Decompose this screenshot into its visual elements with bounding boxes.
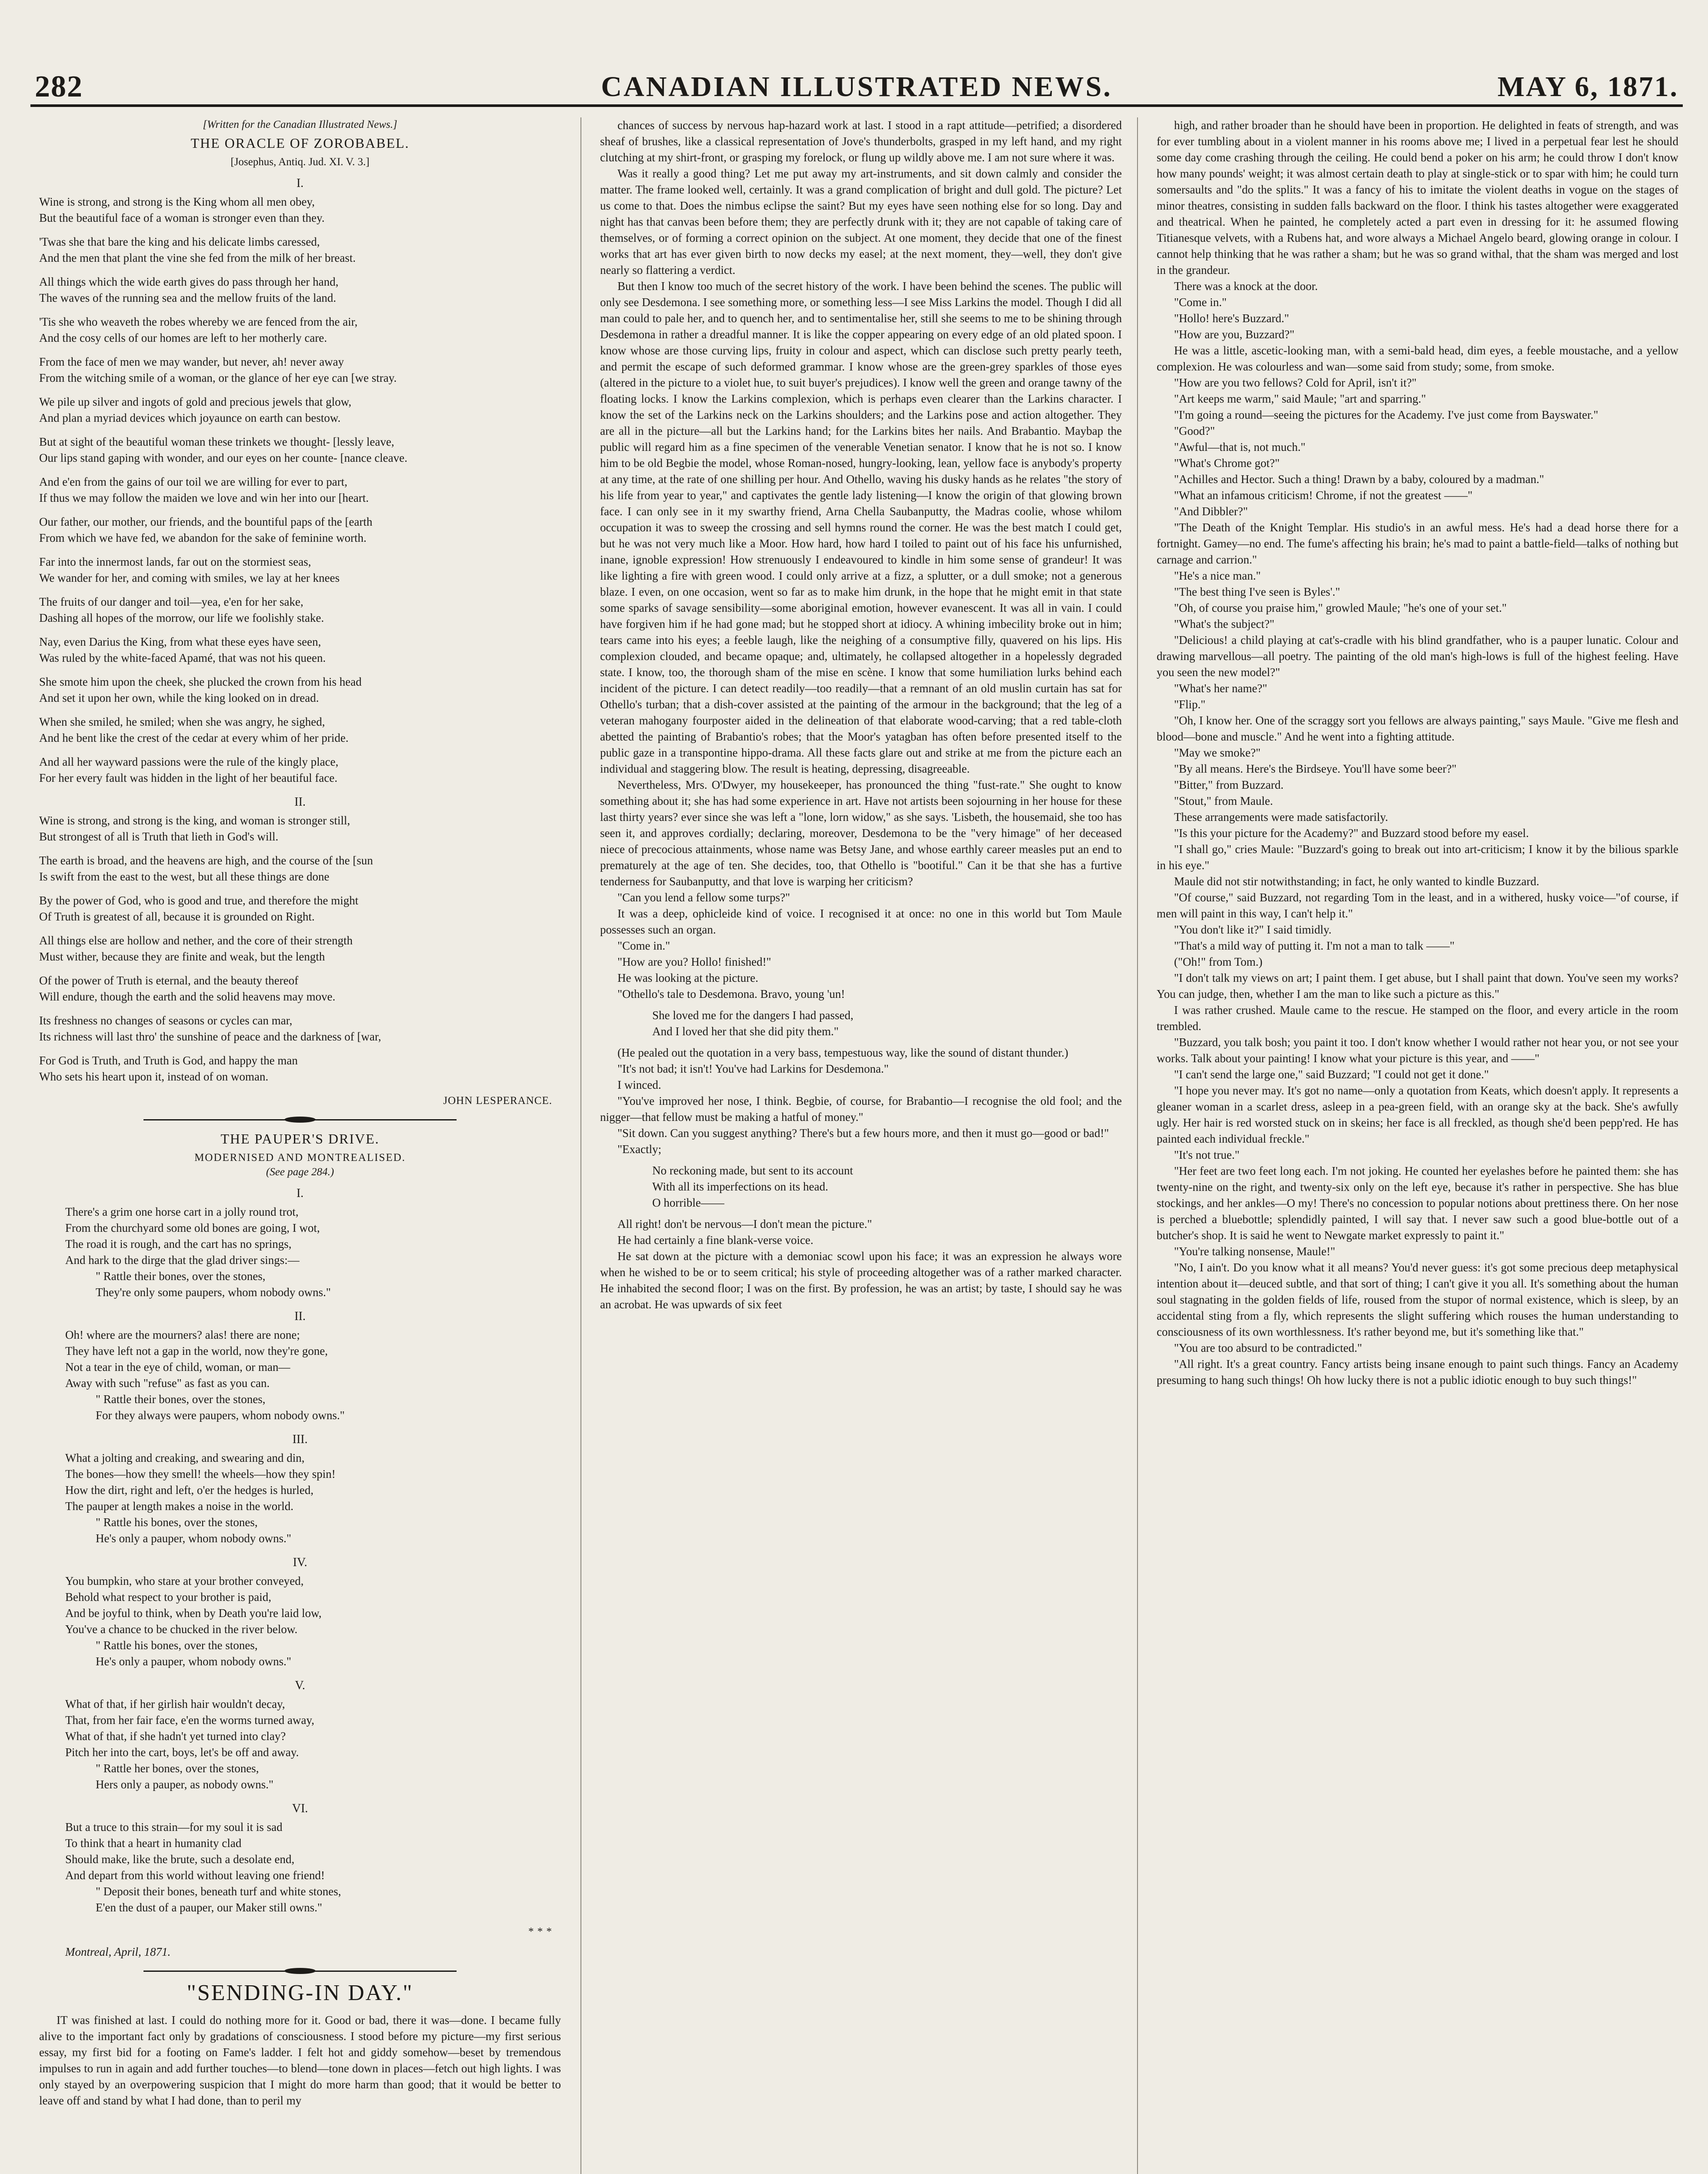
quote-line: No reckoning made, but sent to its account: [652, 1164, 853, 1177]
poem-source: [Josephus, Antiq. Jud. XI. V. 3.]: [230, 156, 370, 168]
poem-signature: JOHN LESPERANCE.: [443, 1095, 552, 1107]
story-paragraph: "That's a mild way of putting it. I'm not a man to talk ——": [1174, 939, 1455, 952]
story-paragraph: I was rather crushed. Maule came to the rescue. He stamped on the floor, and every article in the room trembled.: [1157, 1004, 1678, 1033]
poem-stanza: [39, 754, 561, 786]
poem2-place: Montreal, April, 1871.: [65, 1945, 171, 1958]
column-3: [1157, 117, 1678, 2174]
story-paragraph: "How are you, Buzzard?": [1174, 328, 1294, 341]
poem2-refrain: For they always were paupers, whom nobody owns.": [96, 1409, 345, 1422]
poem-line: But at sight of the beautiful woman these trinkets we thought- [lessly leave,: [39, 435, 394, 448]
story-paragraph: "Her feet are two feet long each. I'm not joking. He counted her eyelashes before he painted them: she has twenty-nine on the right, and twenty-six only on the left eye, because it's rather in perspective. She has blue stockings, and her ankles—O my! There's no concession to popular notions about prettiness there. On her nose is perched a bluebottle; splendidly painted, I will say that. I never saw such a good blue-bottle out of a butcher's shop. It is said he went to Newgate market expressly to paint it.": [1157, 1164, 1678, 1242]
poem-stanza: [39, 853, 561, 885]
story-paragraph: "Achilles and Hector. Such a thing! Drawn by a baby, coloured by a madman.": [1174, 473, 1545, 486]
poem2-stanza: [39, 1696, 561, 1793]
story-paragraph: IT was finished at last. I could do nothing more for it. Good or bad, there it was—done. I became fully alive to the important fact only by gradations of consciousness. I stood before my picture—my first serious essay, my first bid for a footing on Fame's ladder. I felt hot and giddy somehow—beset by tremendous impulses to run in again and add further touches—to blend—tone down in places—fetch out high lights. I was only stayed by an overpowering suspicion that I might do more harm than good; that it would be better to leave off and stand by what I had done, than to peril my: [39, 2014, 561, 2107]
poem2-line: Behold what respect to your brother is paid,: [65, 1590, 271, 1604]
poem-stanza: [39, 554, 561, 586]
story-paragraph: "Is this your picture for the Academy?" and Buzzard stood before my easel.: [1174, 827, 1529, 840]
poem-line: We wander for her, and coming with smiles, we lay at her knees: [39, 571, 340, 584]
poem2-line: But a truce to this strain—for my soul it is sad: [65, 1821, 283, 1834]
story-paragraph: All right! don't be nervous—I don't mean the picture.": [617, 1217, 872, 1230]
poem-line: We pile up silver and ingots of gold and precious jewels that glow,: [39, 395, 352, 408]
poem2-stanza: [39, 1450, 561, 1547]
poem2-line: The pauper at length makes a noise in the world.: [65, 1500, 294, 1513]
poem2-refrain: Hers only a pauper, as nobody owns.": [96, 1778, 274, 1791]
story-paragraph: "Bitter," from Buzzard.: [1174, 778, 1284, 791]
poem-line: All things which the wide earth gives do pass through her hand,: [39, 275, 339, 288]
story-paragraph: "I don't talk my views on art; I paint them. I get abuse, but I shall paint that down. You've seen my works? You can judge, then, whether I am the man to like such a picture as this.": [1157, 971, 1678, 1000]
story-text: [600, 1216, 1122, 1313]
poem2-line: Away with such "refuse" as fast as you can.: [65, 1377, 270, 1390]
story-paragraph: "Of course," said Buzzard, not regarding Tom in the least, and in a withered, husky voice—"of course, if men will paint in this way, I can't help it.": [1157, 891, 1678, 920]
story-paragraph: "Stout," from Maule.: [1174, 794, 1273, 807]
poem2-line: There's a grim one horse cart in a jolly round trot,: [65, 1205, 299, 1218]
story-paragraph: He had certainly a fine blank-verse voice.: [617, 1234, 814, 1247]
poem2-part-numeral: III.: [292, 1433, 308, 1446]
poem-line: And the men that plant the vine she fed from the milk of her breast.: [39, 251, 356, 264]
quote-line: With all its imperfections on its head.: [652, 1180, 828, 1193]
poem-line: From the face of men we may wander, but never, ah! never away: [39, 355, 344, 368]
story-paragraph: "Othello's tale to Desdemona. Bravo, young 'un!: [617, 987, 845, 1000]
poem2-refrain: E'en the dust of a pauper, our Maker still owns.": [96, 1901, 322, 1914]
poem-line: The fruits of our danger and toil—yea, e'en for her sake,: [39, 595, 304, 608]
story-paragraph: "I hope you never may. It's got no name—only a quotation from Keats, which doesn't apply. It represents a gleaner woman in a scarlet dress, asleep in a pea-green field, with an orange sky at the back. She's awfully ugly. Her hair is red worsted stuck on in skeins; her face is all freckled, as though she'd been pepp'red. He has painted each individual freckle.": [1157, 1084, 1678, 1145]
poem-line: Is swift from the east to the west, but all these things are done: [39, 870, 330, 883]
story-paragraph: "It's not true.": [1174, 1148, 1240, 1161]
poem2-stanza: [39, 1204, 561, 1300]
poem2-line: You've a chance to be chucked in the river below.: [65, 1623, 298, 1636]
poem-line: Will endure, though the earth and the solid heavens may move.: [39, 990, 336, 1003]
poem-line: Its freshness no changes of seasons or cycles can mar,: [39, 1014, 293, 1027]
poem-line: The earth is broad, and the heavens are high, and the course of the [sun: [39, 854, 373, 867]
story-paragraph: "How are you two fellows? Cold for April, isn't it?": [1174, 376, 1417, 389]
column-rule: [1137, 117, 1138, 2174]
story-paragraph: "Flip.": [1174, 698, 1206, 711]
poem-stanza: [39, 474, 561, 506]
poem2-title: THE PAUPER'S DRIVE.: [220, 1131, 380, 1147]
poem-line: The waves of the running sea and the mellow fruits of the land.: [39, 291, 337, 304]
poem2-refrain: " Rattle his bones, over the stones,: [96, 1516, 258, 1529]
poem-line: All things else are hollow and nether, and the core of their strength: [39, 934, 353, 947]
story-paragraph: "The Death of the Knight Templar. His studio's in an awful mess. He's had a dead horse there for a fortnight. Gamey—no end. The fume's affecting his brain; he's mad to paint a battle-field—talks of nothing but carnage and carrion.": [1157, 521, 1678, 566]
poem-stanza: [39, 514, 561, 546]
story-paragraph: "It's not bad; it isn't! You've had Larkins for Desdemona.": [617, 1062, 889, 1075]
story-paragraph: "Buzzard, you talk bosh; you paint it too. I don't know whether I would rather not hear you, or not see your works. Talk about your painting! I know what your picture is this year, and ——": [1157, 1036, 1678, 1065]
poem-stanza: [39, 674, 561, 706]
poem2-line: They have left not a gap in the world, now they're gone,: [65, 1344, 328, 1357]
poem-line: By the power of God, who is good and true, and therefore the might: [39, 894, 359, 907]
poem-stanza: [39, 314, 561, 346]
story-paragraph: "Good?": [1174, 424, 1215, 437]
poem-line: 'Twas she that bare the king and his delicate limbs caressed,: [39, 235, 320, 248]
poem2-line: Not a tear in the eye of child, woman, or man—: [65, 1360, 290, 1374]
story-paragraph: ("Oh!" from Tom.): [1174, 955, 1263, 968]
story-paragraph: "I'm going a round—seeing the pictures for the Academy. I've just come from Bayswater.": [1174, 408, 1598, 421]
poem2-see-page: (See page 284.): [266, 1166, 334, 1178]
poem-stanza: [39, 434, 561, 466]
story-paragraph: These arrangements were made satisfactorily.: [1174, 810, 1388, 824]
quote-line: She loved me for the dangers I had passed,: [652, 1009, 854, 1022]
story-text: [39, 2012, 561, 2109]
poem-stanza: [39, 594, 561, 626]
poem-line: And set it upon her own, while the king looked on in dread.: [39, 691, 319, 704]
story-paragraph: "And Dibbler?": [1174, 505, 1248, 518]
poem-line: Must wither, because they are finite and weak, but the length: [39, 950, 325, 963]
story-paragraph: "All right. It's a great country. Fancy artists being insane enough to paint such things. Fancy an Academy presuming to hang such things! Oh how lucky there is not a public idiotic enough to buy such things!": [1157, 1357, 1678, 1387]
poem-stanza: [39, 893, 561, 925]
poem2-stars: * * *: [528, 1926, 552, 1937]
story-paragraph: "He's a nice man.": [1174, 569, 1261, 582]
poem-stanza: [39, 714, 561, 746]
story-paragraph: "Oh, of course you praise him," growled Maule; "he's one of your set.": [1174, 601, 1507, 614]
poem2-part-numeral: V.: [295, 1679, 305, 1692]
poem-line: Wine is strong, and strong is the King whom all men obey,: [39, 195, 315, 208]
poem2-part-numeral: IV.: [293, 1556, 307, 1569]
quote-line: O horrible——: [652, 1196, 724, 1209]
poem-line: If thus we may follow the maiden we love and win her into our [heart.: [39, 491, 369, 504]
poem-line: And the cosy cells of our homes are left to her motherly care.: [39, 331, 327, 344]
story-paragraph: "What's her name?": [1174, 682, 1268, 695]
poem-body: [39, 175, 561, 1085]
poem2-refrain: They're only some paupers, whom nobody owns.": [96, 1286, 331, 1299]
story-paragraph: "Sit down. Can you suggest anything? There's but a few hours more, and then it must go—good or bad!": [617, 1127, 1109, 1140]
poem-line: When she smiled, he smiled; when she was angry, he sighed,: [39, 715, 325, 728]
poem-stanza: [39, 234, 561, 266]
poem2-line: That, from her fair face, e'en the worms turned away,: [65, 1714, 314, 1727]
poem2-body: [39, 1185, 561, 1916]
story-paragraph: "Come in.": [1174, 296, 1227, 309]
poem-line: And e'en from the gains of our toil we are willing for ever to part,: [39, 475, 347, 488]
poem-line: Its richness will last thro' the sunshine of peace and the darkness of [war,: [39, 1030, 381, 1043]
issue-date: MAY 6, 1871.: [1497, 71, 1678, 103]
poem2-line: You bumpkin, who stare at your brother conveyed,: [65, 1574, 304, 1587]
poem2-refrain: He's only a pauper, whom nobody owns.": [96, 1532, 291, 1545]
story-paragraph: "No, I ain't. Do you know what it all means? You'd never guess: it's got some precious deep metaphysical intention about it—deuced subtle, and that sort of thing; I can't give it you all. It's something about the human soul stagnating in the golden fields of life, roused from the stupor of normal existence, which is sleep, by an accidental sting from a fly, which represents the slight suffering which rouses the human understanding to consciousness of its own worthlessness. It's rather beyond me, but it's something like that.": [1157, 1261, 1678, 1338]
story-paragraph: Was it really a good thing? Let me put away my art-instruments, and sit down calmly and consider the matter. The frame looked well, certainly. It was a grand complication of bright and dull gold. The picture? Let us come to that. Does the nimbus eclipse the saint? But my eyes have seen nothing else for so long. Day and night has that canvas been before them; they are perfectly drunk with it; they are not capable of taking care of themselves, or of forming a correct opinion on the subject. At one moment, they decide that one of the finest works that art has ever given birth to now decks my easel; at the next moment, they—well, they don't give nearly so flattering a verdict.: [600, 167, 1122, 277]
story-paragraph: "You are too absurd to be contradicted.": [1174, 1341, 1362, 1354]
story-paragraph: (He pealed out the quotation in a very bass, tempestuous way, like the sound of distant thunder.): [617, 1046, 1068, 1059]
story-title: "SENDING-IN DAY.": [187, 1981, 414, 2005]
poem-line: And he bent like the crest of the cedar at every whim of her pride.: [39, 731, 349, 744]
poem-line: From which we have fed, we abandon for the sake of feminine worth.: [39, 531, 367, 544]
story-paragraph: But then I know too much of the secret history of the work. I have been behind the scenes. The public will only see Desdemona. I see something more, or something less—I see Miss Larkins the model. Though I did all man could to pale her, and to quench her, and to sentimentalise her, still she seems to me to be shining through Desdemona in rather a dreadful manner. It is like the copper appearing on every edge of an old plated spoon. I know whose are those curving lips, fruity in colour and aspect, which can disclose such pretty pearly teeth, and permit the escape of such deformed grammar. I know whose are the green-grey sparkles of those eyes (altered in the picture to a violet hue, to suit buyer's prejudices). I know well the green and orange tawny of the floating locks. I know the Larkins complexion, which is perhaps even clearer than the Larkins character. I know the set of the Larkins neck on the Larkins shoulders; and the Larkins pose and action altogether. They are all in the picture—all but the Larkins hand; for the Larkins bites her nails. And Brabantio. Maybap the public will regard him as a fine specimen of the venerable Venetian senator. I know that he is not so. I know him to be old Begbie the model, whose Roman-nosed, hungry-looking, lean, yellow face is anybody's property at any time, at the rate of one shilling per hour. And Othello, waving his dusky hands as he relates "the story of his life from year to year," and captivates the gentle lady listening—I know the origin of that glowing brown face. I can only see in it my swarthy friend, Arna Chella Saubanputty, the Madras coolie, whose whilom occupation it was to sweep the crossing and sell hymns round the corner. He was the best match I could get, but he was not very much like a Moor. How hard, how hard I toiled to paint out of his face his unfurnished, inane, ignoble expression! How strenuously I endeavoured to kindle in him some sense of grandeur! It was like lighting a fire with green wood. I could only arrive at a fizz, a splutter, or a dull smoke; not a generous blaze. I even, on one occasion, went so far as to make him drunk, in the hope that he might emit in that state some sparks of savage sensibility—some aboriginal emotion, however evanescent. It was all in vain. I could have forgiven him if he had gone mad; but he stopped short at idiocy. A whining imbecility broke out in him; tears came into his eyes; a feeble laugh, like the neighing of a consumptive filly, quavered on his lips. His complexion clouded, and became opaque; and, ultimately, he collapsed altogether in a hopelessly degraded state. I know, too, the thorough sham of the mise en scène. I know that some humiliation lurks behind each incident of the picture. I can detect readily—too readily—that a remnant of an old muslin curtain has sat for Othello's turban; that a dish-cover assisted at the painting of the armour in the background; that the leg of a veteran mahogany fourposter aided in the delineation of that elaborate wood-carving; that a red table-cloth abetted the painting of Brabantio's robes; that the Moor's yatagban has often before presented itself to the public gaze in a transpontine hippo-drama. All these facts glare out and strike at me from the picture each an individual and staggering blow. The result is heating, depressing, disagreeable.: [600, 280, 1122, 775]
poem-line: Far into the innermost lands, far out on the stormiest seas,: [39, 555, 311, 568]
story-paragraph: Nevertheless, Mrs. O'Dwyer, my housekeeper, has pronounced the thing "fust-rate." She ought to know something about it; she has had some experience in art. Have not artists been sojourning in her house for these last thirty years? ever since she was left a "lone, lorn widow," as she says. 'Lisbeth, the housemaid, she too has seen it, and approves cordially; declaring, moreover, Desdemona to be the "very himage" of her deceased niece of precocious attainments, whose name was Betsy Jane, and whose earthly career measles put an end to prematurely at the age of ten. She decides, too, that Othello is "bootiful." Can it be that she has a furtive tenderness for Saubanputty, and that love is warping her criticism?: [600, 778, 1122, 888]
story-paragraph: "Can you lend a fellow some turps?": [617, 891, 790, 904]
story-paragraph: Maule did not stir notwithstanding; in fact, he only wanted to kindle Buzzard.: [1174, 875, 1539, 888]
story-paragraph: "Delicious! a child playing at cat's-cradle with his blind grandfather, who is a pauper lunatic. Colour and drawing marvellous—all poetry. The painting of the old man's high-lows is full of the highest feeling. Have you seen the new model?": [1157, 634, 1678, 679]
story-paragraph: "Hollo! here's Buzzard.": [1174, 312, 1289, 325]
poem2-line: The bones—how they smell! the wheels—how they spin!: [65, 1467, 336, 1480]
poem2-subtitle: MODERNISED AND MONTREALISED.: [194, 1152, 406, 1164]
poem-stanza: [39, 933, 561, 965]
poem-line: 'Tis she who weaveth the robes whereby we are fenced from the air,: [39, 315, 358, 328]
poem-stanza: [39, 634, 561, 666]
column-2: [600, 117, 1122, 2174]
poem2-line: To think that a heart in humanity clad: [65, 1837, 242, 1850]
story-paragraph: "I shall go," cries Maule: "Buzzard's going to break out into art-criticism; I know it by the bilious sparkle in his eye.": [1157, 843, 1678, 872]
story-paragraph: He was looking at the picture.: [617, 971, 758, 984]
story-paragraph: "You've improved her nose, I think. Begbie, of course, for Brabantio—I recognise the old fool; and the nigger—that fellow must be making a hatful of money.": [600, 1094, 1122, 1124]
story-paragraph: "What's the subject?": [1174, 617, 1274, 630]
poem-stanza: [39, 194, 561, 226]
poem-line: For God is Truth, and Truth is God, and happy the man: [39, 1054, 298, 1067]
story-paragraph: "What's Chrome got?": [1174, 457, 1280, 470]
story-paragraph: "What an infamous criticism! Chrome, if not the greatest ——": [1174, 489, 1473, 502]
section-divider: [143, 1971, 457, 1972]
poem-stanza: [39, 1053, 561, 1085]
poem2-refrain: " Rattle her bones, over the stones,: [96, 1762, 259, 1775]
story-paragraph: high, and rather broader than he should have been in proportion. He delighted in feats of strength, and was for ever tumbling about in a violent manner in his rooms above me; I lived in a perpetual fear lest he should some day come crashing through the ceiling. He could bend a poker on his arm; he could throw I don't know how many pounds' weight; it was almost certain death to play at single-stick or to spar with him; he could turn somersaults and "do the splits." It was a fancy of his to imitate the violent deaths in vogue on the stages of minor theatres, consisting in sudden falls backward on the floor. I think his tastes altogether were exaggerated and theatrical. When he painted, he completely acted a part even in dressing for it: he assumed flowing Titianesque velvets, with a Rubens hat, and wore always a Michael Angelo beard, glowing orange in colour. I cannot help thinking that he was rather a sham; but he was so grand withal, that the sham was merged and lost in the grandeur.: [1157, 119, 1678, 277]
poem-line: Was ruled by the white-faced Apamé, that was not his queen.: [39, 651, 326, 664]
poem2-line: Should make, like the brute, such a desolate end,: [65, 1853, 295, 1866]
poem-line: For her every fault was hidden in the light of her beautiful face.: [39, 771, 338, 784]
story-paragraph: There was a knock at the door.: [1174, 280, 1318, 293]
story-paragraph: "Art keeps me warm," said Maule; "art and sparring.": [1174, 392, 1426, 405]
poem-stanza: [39, 274, 561, 306]
poem2-refrain: " Deposit their bones, beneath turf and white stones,: [96, 1885, 341, 1898]
poem2-line: And hark to the dirge that the glad driver sings:—: [65, 1254, 300, 1267]
poem2-refrain: " Rattle his bones, over the stones,: [96, 1639, 258, 1652]
story-quote: [600, 1007, 1122, 1040]
poem2-stanza: [39, 1327, 561, 1424]
poem-line: But strongest of all is Truth that lieth in God's will.: [39, 830, 279, 843]
poem-stanza: [39, 354, 561, 386]
poem-note: [Written for the Canadian Illustrated News.]: [203, 119, 397, 130]
story-paragraph: "By all means. Here's the Birdseye. You'll have some beer?": [1174, 762, 1457, 775]
poem-line: But the beautiful face of a woman is stronger even than they.: [39, 211, 325, 224]
section-divider: [143, 1119, 457, 1120]
story-paragraph: "Oh, I know her. One of the scraggy sort you fellows are always painting," says Maule. "Give me flesh and blood—bone and muscle." And he went into a fighting attitude.: [1157, 714, 1678, 743]
story-paragraph: It was a deep, ophicleide kind of voice. I recognised it at once: no one in this world but Tom Maule possesses such an organ.: [600, 907, 1122, 936]
story-paragraph: "You don't like it?" I said timidly.: [1174, 923, 1332, 936]
poem-line: Of the power of Truth is eternal, and the beauty thereof: [39, 974, 299, 987]
poem-line: Nay, even Darius the King, from what these eyes have seen,: [39, 635, 321, 648]
story-paragraph: chances of success by nervous hap-hazard work at last. I stood in a rapt attitude—petrified; a disordered sheaf of brushes, like a classical representation of Jove's thunderbolts, grasped in my left hand, and my right clutching at my shirt-front, or grasping my forelock, or flung up wildly above me. I am not sure where it was.: [600, 119, 1122, 164]
poem-line: She smote him upon the cheek, she plucked the crown from his head: [39, 675, 362, 688]
poem2-part-numeral: II.: [294, 1310, 306, 1323]
column-rule: [580, 117, 581, 2174]
story-paragraph: "Come in.": [617, 939, 671, 952]
story-paragraph: "You're talking nonsense, Maule!": [1174, 1245, 1335, 1258]
poem-title: THE ORACLE OF ZOROBABEL.: [190, 135, 410, 151]
poem-line: Who sets his heart upon it, instead of on woman.: [39, 1070, 269, 1083]
poem2-line: How the dirt, right and left, o'er the hedges is hurled,: [65, 1484, 314, 1497]
poem-stanza: [39, 1013, 561, 1045]
poem2-line: Pitch her into the cart, boys, let's be off and away.: [65, 1746, 299, 1759]
column-1: [39, 117, 561, 2174]
page-number: 282: [35, 70, 83, 103]
poem-line: And all her wayward passions were the rule of the kingly place,: [39, 755, 339, 768]
poem2-stanza: [39, 1819, 561, 1916]
poem2-line: What of that, if she hadn't yet turned into clay?: [65, 1730, 286, 1743]
poem2-part-numeral: VI.: [292, 1802, 308, 1815]
poem2-refrain: " Rattle their bones, over the stones,: [96, 1270, 266, 1283]
story-text: [600, 117, 1122, 1002]
poem-line: Wine is strong, and strong is the king, and woman is stronger still,: [39, 814, 350, 827]
poem-stanza: [39, 973, 561, 1005]
story-text: [1157, 117, 1678, 1388]
poem-line: Our lips stand gaping with wonder, and our eyes on her counte- [nance cleave.: [39, 451, 407, 464]
story-paragraph: "I can't send the large one," said Buzzard; "I could not get it done.": [1174, 1068, 1489, 1081]
poem-part-numeral: I.: [296, 177, 304, 190]
story-paragraph: "May we smoke?": [1174, 746, 1261, 759]
poem-line: And plan a myriad devices which joyaunce on earth can bestow.: [39, 411, 341, 424]
story-paragraph: He sat down at the picture with a demoniac scowl upon his face; it was an expression he always wore when he wished to be or to seem critical; his style of proceeding altogether was of a rather marked character. He inhabited the second floor; I was on the first. By profession, he was an artist; by taste, I should say he was an acrobat. He was upwards of six feet: [600, 1250, 1122, 1311]
story-paragraph: "How are you? Hollo! finished!": [617, 955, 771, 968]
poem-line: From the witching smile of a woman, or the glance of her eye can [we stray.: [39, 371, 397, 384]
story-quote: [600, 1163, 1122, 1211]
poem2-line: And be joyful to think, when by Death you're laid low,: [65, 1607, 322, 1620]
poem2-part-numeral: I.: [296, 1187, 304, 1200]
poem2-line: From the churchyard some old bones are going, I wot,: [65, 1221, 320, 1234]
quote-line: And I loved her that she did pity them.": [652, 1025, 839, 1038]
poem2-line: The road it is rough, and the cart has no springs,: [65, 1237, 292, 1250]
poem-stanza: [39, 813, 561, 845]
poem-stanza: [39, 394, 561, 426]
story-paragraph: I winced.: [617, 1078, 661, 1091]
story-paragraph: He was a little, ascetic-looking man, with a semi-bald head, dim eyes, a feeble moustache, and a yellow complexion. He was colourless and wan—some said from study; some, from smoke.: [1157, 344, 1678, 373]
poem-part-numeral: II.: [294, 795, 306, 809]
story-paragraph: "Awful—that is, not much.": [1174, 440, 1306, 453]
poem2-line: And depart from this world without leaving one friend!: [65, 1869, 325, 1882]
poem2-refrain: He's only a pauper, whom nobody owns.": [96, 1655, 291, 1668]
poem2-stanza: [39, 1573, 561, 1670]
page-header: [30, 65, 1683, 107]
story-text: [600, 1045, 1122, 1157]
poem-line: Dashing all hopes of the morrow, our life we foolishly stake.: [39, 611, 324, 624]
poem2-line: Oh! where are the mourners? alas! there are none;: [65, 1328, 300, 1341]
poem2-line: What a jolting and creaking, and swearing and din,: [65, 1451, 305, 1464]
poem-line: Our father, our mother, our friends, and the bountiful paps of the [earth: [39, 515, 373, 528]
poem-line: Of Truth is greatest of all, because it is grounded on Right.: [39, 910, 315, 923]
story-paragraph: "Exactly;: [617, 1143, 661, 1156]
story-paragraph: "The best thing I've seen is Byles'.": [1174, 585, 1340, 598]
poem2-line: What of that, if her girlish hair wouldn't decay,: [65, 1697, 285, 1711]
masthead-title: CANADIAN ILLUSTRATED NEWS.: [601, 71, 1112, 103]
poem2-refrain: " Rattle their bones, over the stones,: [96, 1393, 266, 1406]
